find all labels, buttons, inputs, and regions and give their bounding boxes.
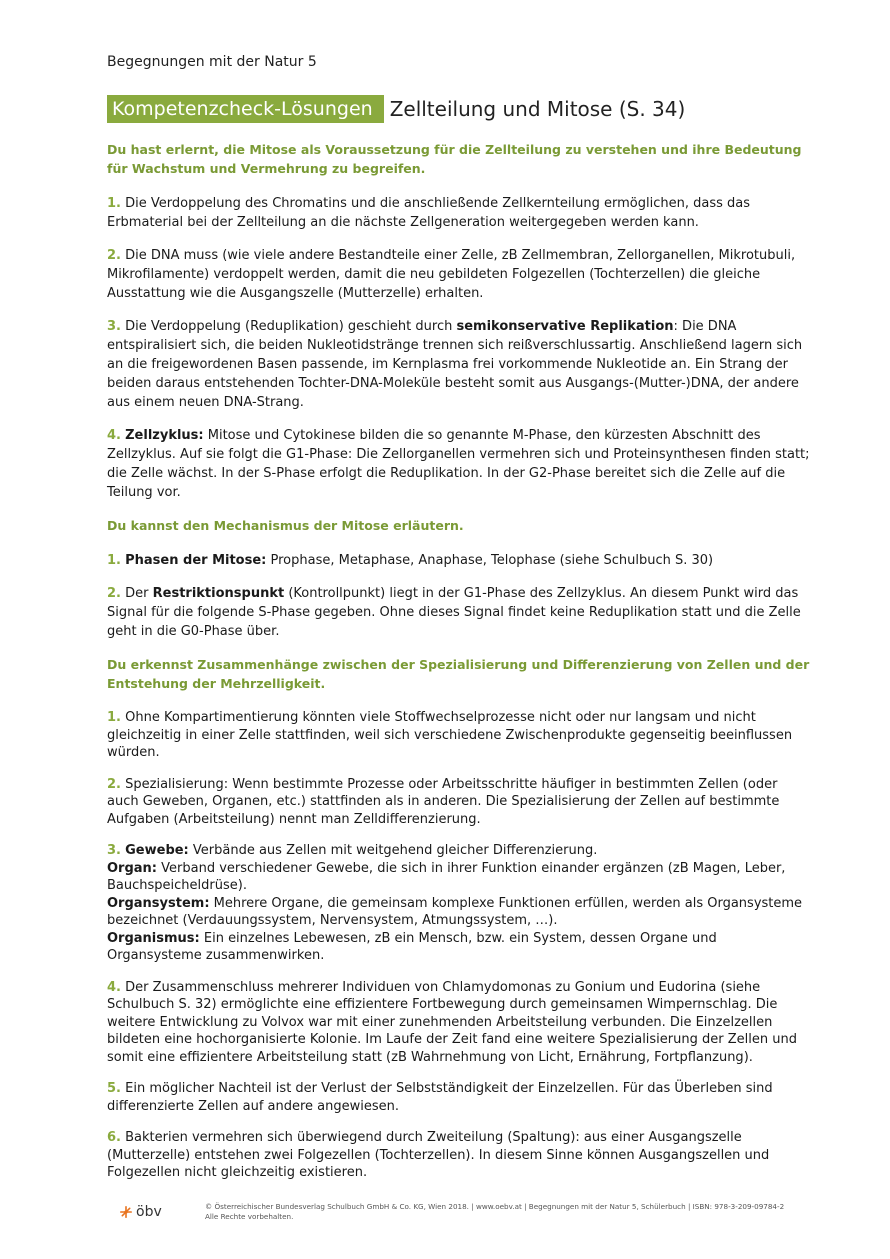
item-text: Der Zusammenschluss mehrerer Individuen von Chlamydomonas zu Gonium und Eudorina (siehe Schulbuch S. 32) ermöglichte eine effizientere Fortbewegung durch gemeinsamen Wimpernschlag. Die weitere Entwicklung zu Volvox war mit einer zunehmenden Arbeitsteilung verbunden. Die Einzelzellen bildeten eine hochorganisierte Kolonie. Im Laufe der Zeit fand eine weitere Spezialisierung der Zellen und somit eine effizientere Arbeitsteilung statt (zB Wahrnehmung von Licht, Ernährung, Fortpflanzung). xyxy=(107,979,797,1065)
copyright xyxy=(205,1202,784,1222)
answer-item xyxy=(107,1129,812,1182)
definition-term: Gewebe: xyxy=(125,843,189,858)
star-icon xyxy=(120,1206,132,1218)
answer-item xyxy=(107,317,812,412)
item-number: 6. xyxy=(107,1130,121,1145)
copyright-line: © Österreichischer Bundesverlag Schulbuch GmbH & Co. KG, Wien 2018. | www.oebv.at | Begegnungen mit der Natur 5, Schülerbuch | ISBN: 978-3-209-09784-2 xyxy=(205,1202,785,1211)
answer-item xyxy=(107,584,812,641)
definition-text: Verbände aus Zellen mit weitgehend gleicher Differenzierung. xyxy=(188,843,598,858)
item-text: Der xyxy=(125,586,153,601)
item-keyword: Zellzyklus: xyxy=(125,428,204,443)
section-goal: Du kannst den Mechanismus der Mitose erläutern. xyxy=(107,518,464,533)
definition-text: Mehrere Organe, die gemeinsam komplexe Funktionen erfüllen, werden als Organsysteme bezeichnet (Verdauungssystem, Nervensystem, Atmungssystem, …). xyxy=(107,895,803,928)
definition-list xyxy=(107,842,812,965)
title-badge: Kompetenzcheck-Lösungen xyxy=(107,95,384,123)
page-title xyxy=(107,95,685,123)
item-number: 1. xyxy=(107,553,121,568)
answer-item xyxy=(107,776,812,829)
answer-item xyxy=(107,246,812,303)
item-keyword: Phasen der Mitose: xyxy=(125,553,267,568)
answer-item xyxy=(107,1080,812,1115)
item-number: 4. xyxy=(107,979,121,995)
item-number: 5. xyxy=(107,1081,121,1096)
item-number: 3. xyxy=(107,319,121,334)
publisher-logo xyxy=(120,1204,205,1220)
item-number: 1. xyxy=(107,710,121,725)
answer-item xyxy=(107,979,812,1067)
answer-item xyxy=(107,551,812,570)
item-number: 2. xyxy=(107,776,121,792)
item-text: Ohne Kompartimentierung könnten viele Stoffwechselprozesse nicht oder nur langsam und nicht gleichzeitig in einer Zelle stattfinden, weil sich verschiedene Zwischenprodukte gegenseitig beeinflussen würden. xyxy=(107,710,793,760)
footer xyxy=(120,1202,784,1222)
series-title: Begegnungen mit der Natur 5 xyxy=(107,54,317,70)
item-text: Prophase, Metaphase, Anaphase, Telophase (siehe Schulbuch S. 30) xyxy=(266,553,714,568)
definition-text: Ein einzelnes Lebewesen, zB ein Mensch, bzw. ein System, dessen Organe und Organsysteme zusammenwirken. xyxy=(107,930,717,963)
rights-line: Alle Rechte vorbehalten. xyxy=(205,1212,294,1221)
section-goal: Du erkennst Zusammenhänge zwischen der Spezialisierung und Differenzierung von Zellen und der Entstehung der Mehrzelligkeit. xyxy=(107,657,810,691)
item-text: (Kontrollpunkt) liegt in der G1-Phase des Zellzyklus. An diesem Punkt wird das Signal für die folgende S-Phase gegeben. Ohne dieses Signal findet keine Reduplikation statt und die Zelle geht in die G0-Phase über. xyxy=(107,586,801,639)
item-text: Mitose und Cytokinese bilden die so genannte M-Phase, den kürzesten Abschnitt des Zellzyklus. Auf sie folgt die G1-Phase: Die Zellorganellen vermehren sich und Proteinsynthesen finden statt; die Zelle wächst. In der S-Phase erfolgt die Reduplikation. In der G2-Phase bereitet sich die Zelle auf die Teilung vor. xyxy=(107,428,810,500)
content xyxy=(107,140,812,1196)
item-number: 4. xyxy=(107,428,121,443)
answer-item xyxy=(107,709,812,762)
definition-text: Verband verschiedener Gewebe, die sich in ihrer Funktion einander ergänzen (zB Magen, Leber, Bauchspeicheldrüse). xyxy=(107,860,786,893)
item-keyword: semikonservative Replikation xyxy=(456,319,674,334)
item-text: Ein möglicher Nachteil ist der Verlust der Selbstständigkeit der Einzelzellen. Für das Überleben sind differenzierte Zellen auf andere angewiesen. xyxy=(107,1081,773,1114)
answer-item xyxy=(107,194,812,232)
section-goal: Du hast erlernt, die Mitose als Voraussetzung für die Zellteilung zu verstehen und ihre Bedeutung für Wachstum und Vermehrung zu begreifen. xyxy=(107,142,802,176)
definition-term: Organ: xyxy=(107,860,157,876)
item-text: Die Verdoppelung (Reduplikation) geschieht durch xyxy=(125,319,457,334)
item-keyword: Restriktionspunkt xyxy=(152,586,285,601)
item-number: 1. xyxy=(107,196,121,211)
item-text: Spezialisierung: Wenn bestimmte Prozesse oder Arbeitsschritte häufiger in bestimmten Zellen (oder auch Geweben, Organen, etc.) stattfinden als in anderen. Die Spezialisierung der Zellen auf bestimmte Aufgaben (Arbeitsteilung) nennt man Zelldifferenzierung. xyxy=(107,776,780,827)
item-text: Bakterien vermehren sich überwiegend durch Zweiteilung (Spaltung): aus einer Ausgangszelle (Mutterzelle) entstehen zwei Folgezellen (Tochterzellen). In diesem Sinne können Ausgangszellen und Folgezellen nicht gleichzeitig existieren. xyxy=(107,1130,770,1180)
item-text: : Die DNA entspiralisiert sich, die beiden Nukleotidstränge trennen sich reißverschlussartig. Anschließend lagern sich an die freigewordenen Basen passende, im Kernplasma frei vorkommende Nukleotide an. Ein Strang der beiden daraus entstehenden Tochter-DNA-Moleküle besteht somit aus Ausgangs-(Mutter-)DNA, der andere aus einem neuen DNA-Strang. xyxy=(107,319,803,410)
item-number: 2. xyxy=(107,248,121,263)
answer-item xyxy=(107,426,812,502)
definition-term: Organsystem: xyxy=(107,895,210,911)
item-number: 2. xyxy=(107,586,121,601)
definition-term: Organismus: xyxy=(107,930,200,946)
title-text: Zellteilung und Mitose (S. 34) xyxy=(389,97,686,121)
logo-text: öbv xyxy=(136,1204,162,1220)
item-number: 3. xyxy=(107,843,121,858)
item-text: Die Verdoppelung des Chromatins und die anschließende Zellkernteilung ermöglichen, dass das Erbmaterial bei der Zellteilung an die nächste Zellgeneration weitergegeben werden kann. xyxy=(107,196,750,230)
item-text: Die DNA muss (wie viele andere Bestandteile einer Zelle, zB Zellmembran, Zellorganellen, Mikrotubuli, Mikrofilamente) verdoppelt werden, damit die neu gebildeten Folgezellen (Tochterzellen) die gleiche Ausstattung wie die Ausgangszelle (Mutterzelle) erhalten. xyxy=(107,248,796,301)
